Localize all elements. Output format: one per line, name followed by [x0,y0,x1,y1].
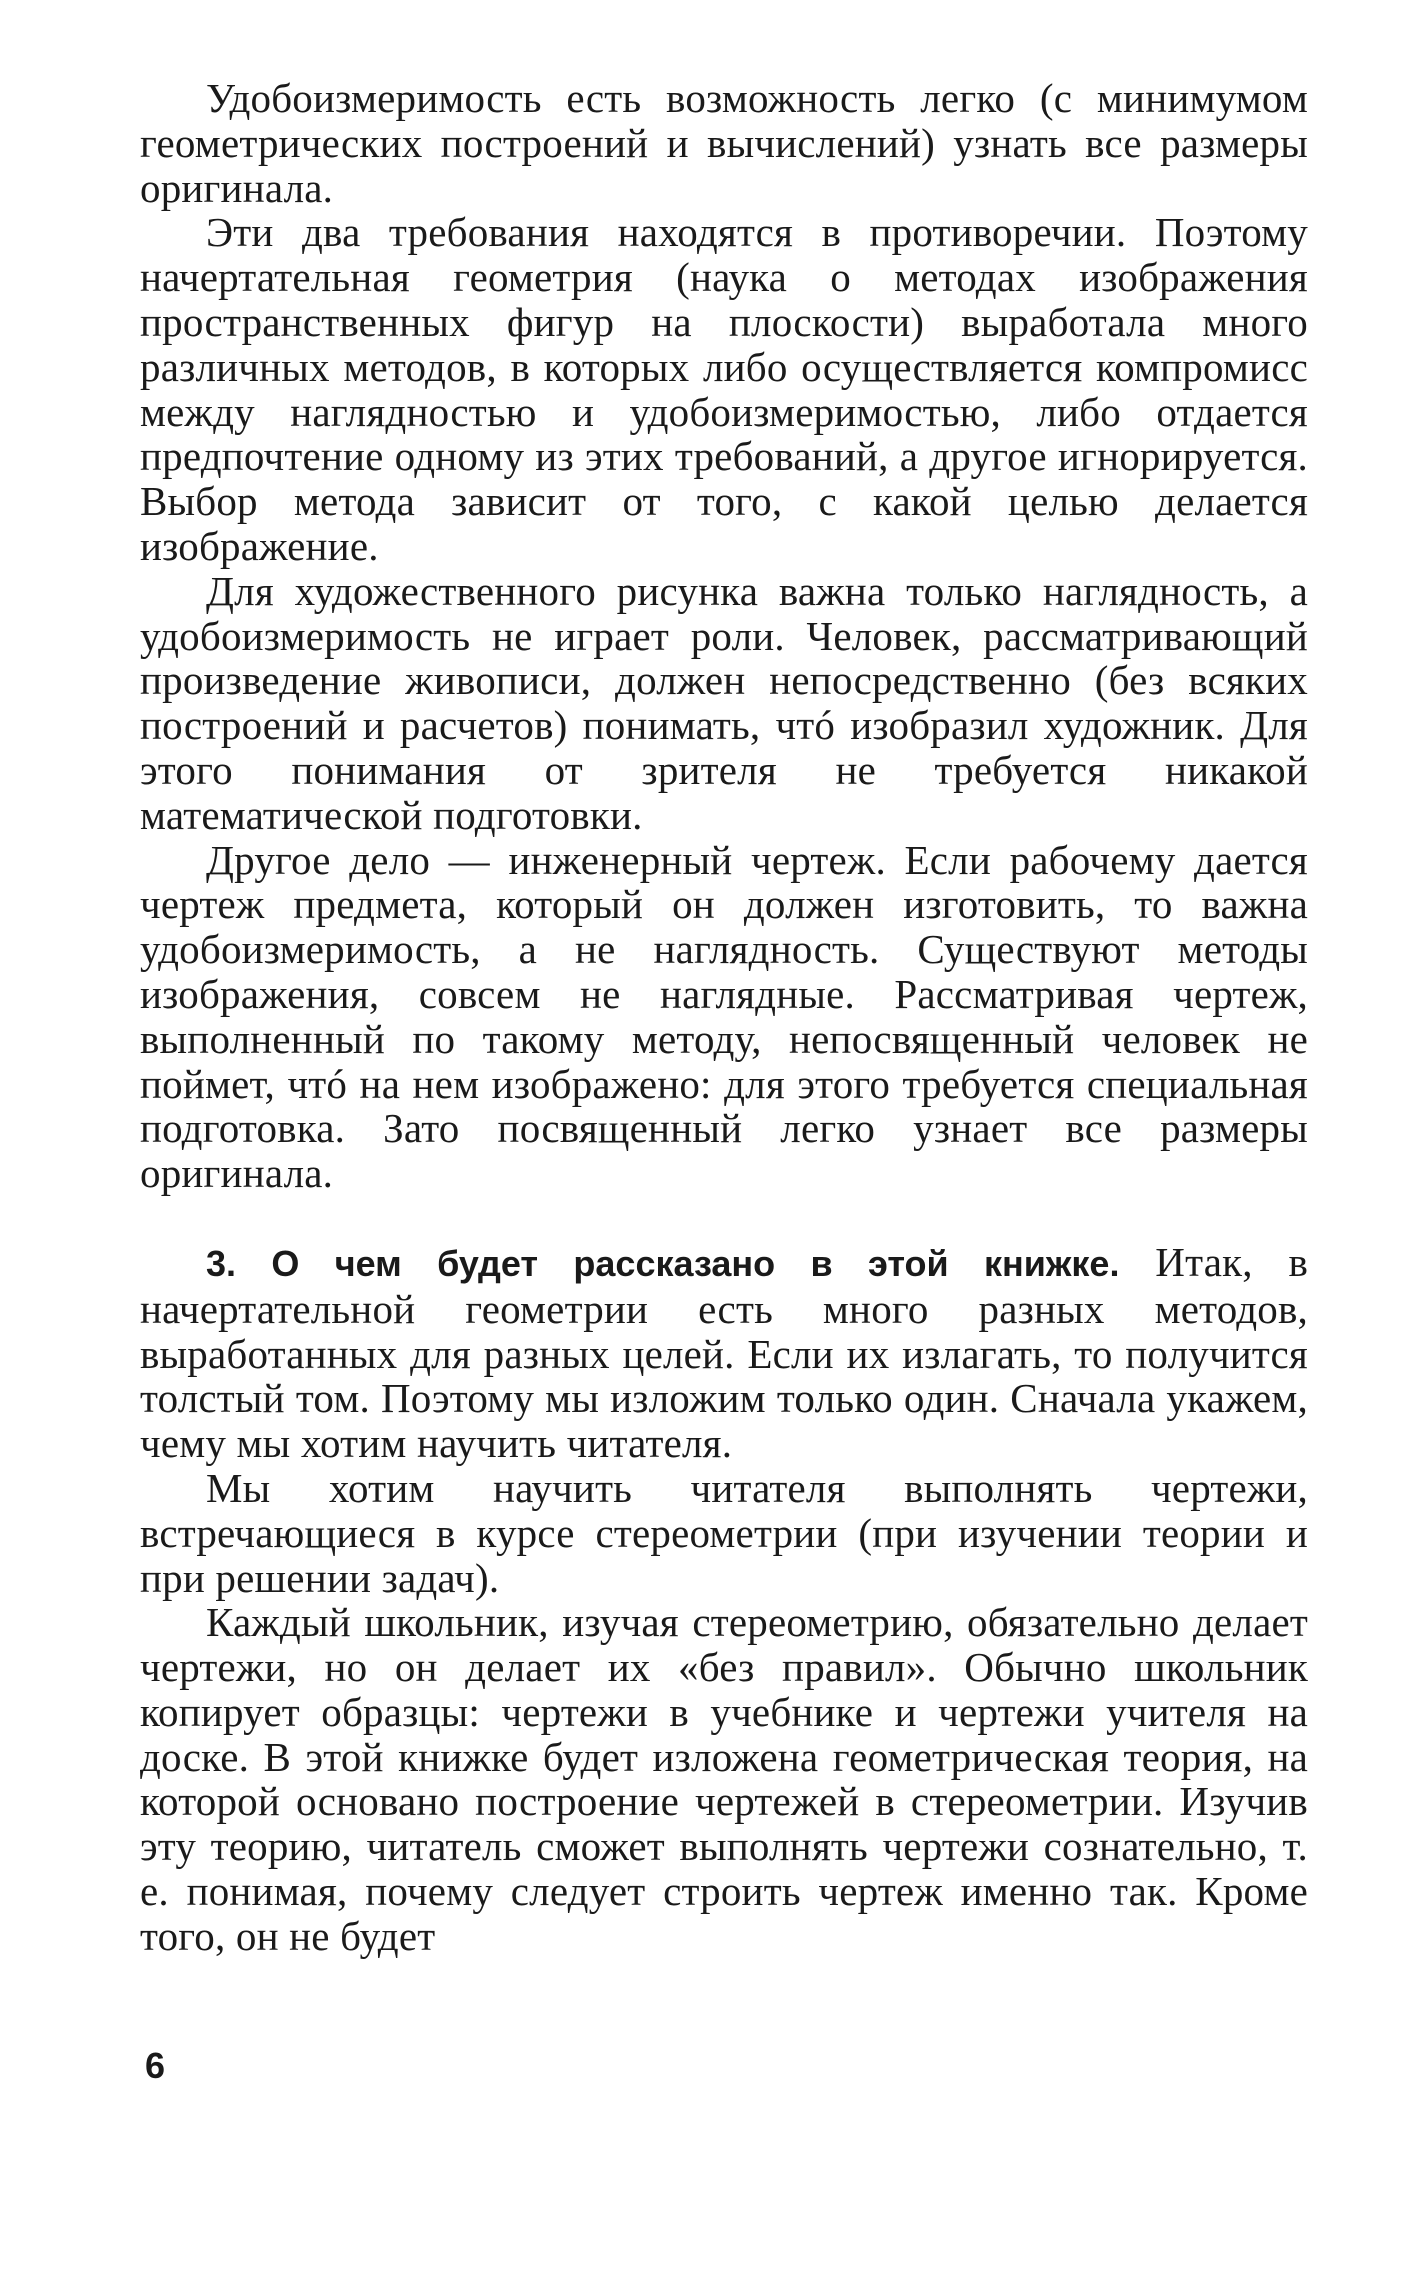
paragraph-artistic-drawing: Для художественного рисунка важна только наглядность, а удобоизмеримость не играет роли. Человек, рассматривающий произведение живописи, должен непосредственно (без всяких построений и расчетов) понимать, чтó изобразил художник. Для этого понимания от зрителя не требуется никакой математической подготовки. [140,567,1308,838]
paragraph-engineering-drawing: Другое дело — инженерный чертеж. Если рабочему дается чертеж предмета, который он должен изготовить, то важна удобоизмеримость, а не наглядность. Существуют методы изображения, совсем не наглядные. Рассматривая чертеж, выполненный по такому методу, непосвященный человек не поймет, чтó на нем изображено: для этого требуется специальная подготовка. Зато посвященный легко узнает все размеры оригинала. [140,836,1308,1197]
section-heading: 3. О чем будет рассказано в этой книжке. [206,1242,1120,1284]
section-intro-paragraph [140,1240,1308,1466]
paragraph-schoolchild: Каждый школьник, изучая стереометрию, обязательно делает чертежи, но он делает их «без правил». Обычно школьник копирует образцы: чертежи в учебнике и чертежи учителя на доске. В этой книжке будет изложена геометрическая теория, на которой основано построение чертежей в стереометрии. Изучив эту теорию, читатель сможет выполнять чертежи сознательно, т. е. понимая, почему следует строить чертеж именно так. Кроме того, он не будет [140,1599,1308,1959]
section-lead-text: Итак, в начертательной геометрии есть много разных методов, выработанных для разных целей. Если их излагать, то получится толстый том. Поэтому мы изложим только один. Сначала укажем, чему мы хотим научить читателя. [140,1238,1309,1467]
paragraph-contradiction: Эти два требования находятся в противоречии. Поэтому начертательная геометрия (наука о методах изображения пространственных фигур на плоскости) выработала много различных методов, в которых либо осуществляется компромисс между наглядностью и удобоизмеримостью, либо отдается предпочтение одному из этих требований, а другое игнорируется. Выбор метода зависит от того, с какой целью делается изображение. [140,209,1308,569]
paragraph-goal: Мы хотим научить читателя выполнять чертежи, встречающиеся в курсе стереометрии (при изучении теории и при решении задач). [140,1464,1308,1601]
page-number: 6 [145,2045,166,2086]
paragraph-ease-of-measurement: Удобоизмеримость есть возможность легко (с минимумом геометрических построений и вычислений) узнать все размеры оригинала. [140,75,1308,211]
page-body [140,76,1308,1959]
section-3 [140,1240,1308,1959]
